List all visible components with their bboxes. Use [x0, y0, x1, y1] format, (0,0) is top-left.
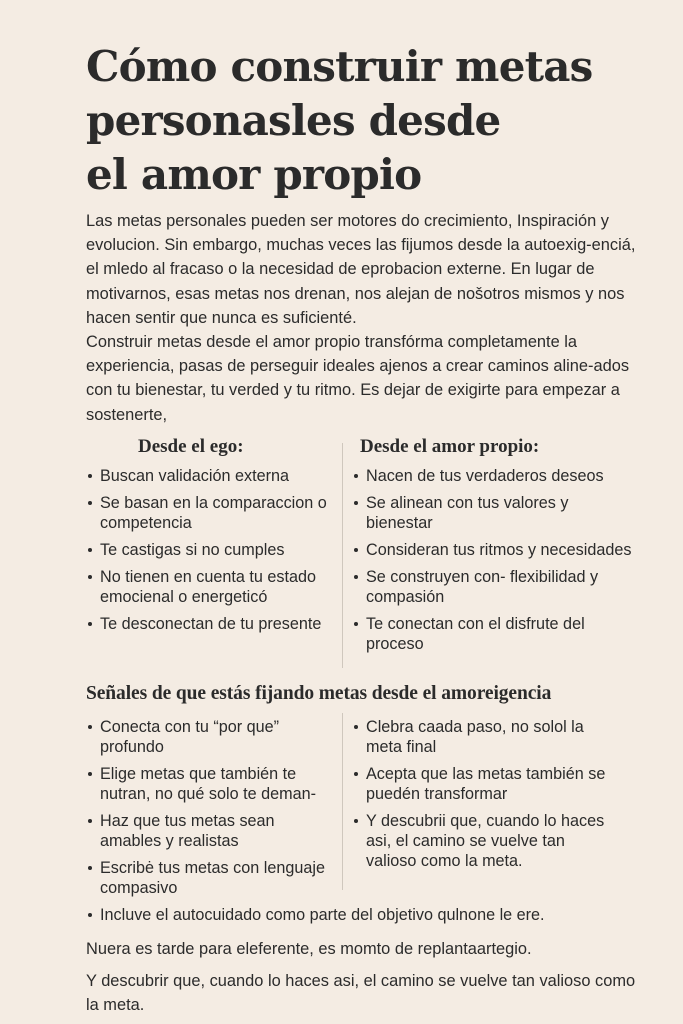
list-item: Se alinean con tus valores y bienestar	[352, 493, 632, 533]
column-divider	[342, 443, 343, 668]
list-item: Buscan validación externa	[86, 466, 338, 486]
list-item: Consideran tus ritmos y necesidades	[352, 540, 632, 560]
list-item: Conecta con tu “por que” profundo	[86, 717, 338, 757]
list-item: Nacen de tus verdaderos deseos	[352, 466, 632, 486]
list-item: Se construyen con- flexibilidad y compasión	[352, 567, 632, 607]
column-divider	[342, 713, 343, 890]
signals-right-column	[352, 717, 614, 878]
list-item: Se basan en la comparaccion o competencia	[86, 493, 338, 533]
title-line: el amor propio	[86, 150, 422, 199]
intro-text	[86, 209, 646, 427]
signals-heading: Señales de que estás fijando metas desde el amoreigencia	[86, 683, 552, 704]
comparison-ego-column	[86, 435, 338, 641]
ego-heading: Desde el ego:	[138, 436, 244, 457]
list-item: Escribė tus metas con lenguaje compasivo	[86, 858, 338, 898]
signals-full-list	[86, 905, 646, 925]
list-item: No tienen en cuenta tu estado emocienal o energeticó	[86, 567, 338, 607]
signals-full-width	[86, 905, 646, 932]
list-item: Clebra caada paso, no solol la meta final	[352, 717, 614, 757]
article-title	[86, 40, 646, 202]
self-love-list	[352, 466, 632, 654]
signals-right-list	[352, 717, 614, 871]
list-item: Haz que tus metas sean amables y realistas	[86, 811, 338, 851]
intro-paragraph: Construir metas desde el amor propio transfórma completamente la experiencia, pasas de perseguir ideales ajenos a crear caminos aline-ados con tu bienestar, tu verded y tu ritmo. Es dejar de exigirte para empezar a sostenerte,	[86, 333, 630, 424]
title-line: personasles desde	[86, 96, 501, 145]
closing-line: Nuera es tarde para eleferente, es momto de replantaartegio.	[86, 940, 532, 958]
list-item: Te desconectan de tu presente	[86, 614, 338, 634]
comparison-self-love-column	[352, 435, 632, 661]
list-item: Incluve el autocuidado como parte del objetivo qulnone le ere.	[86, 905, 646, 925]
list-item: Te castigas si no cumples	[86, 540, 338, 560]
signals-left-list	[86, 717, 338, 898]
self-love-heading: Desde el amor propio:	[360, 436, 540, 457]
intro-paragraph: Las metas personales pueden ser motores do crecimiento, Inspiración y evolucion. Sin embargo, muchas veces las fijumos desde la autoexig-enciá, el mledo al fracaso o la necesidad de eprobacion externe. En lugar de motivarnos, esas metas nos drenan, nos alejan de nošotros mismos y nos hacen sentir que nunca es suficienté.	[86, 212, 636, 327]
list-item: Te conectan con el disfrute del proceso	[352, 614, 632, 654]
ego-list	[86, 466, 338, 634]
list-item: Elige metas que también te nutran, no qué solo te deman-	[86, 764, 338, 804]
list-item: Acepta que las metas también se puedén transformar	[352, 764, 614, 804]
signals-left-column	[86, 717, 338, 905]
closing-paragraph: Y descubrir que, cuando lo haces asi, el camino se vuelve tan valioso como la meta.	[86, 972, 636, 1014]
list-item: Y descubrii que, cuando lo haces asi, el camino se vuelve tan valioso como la meta.	[352, 811, 614, 871]
title-line: Cómo construir metas	[86, 42, 593, 91]
